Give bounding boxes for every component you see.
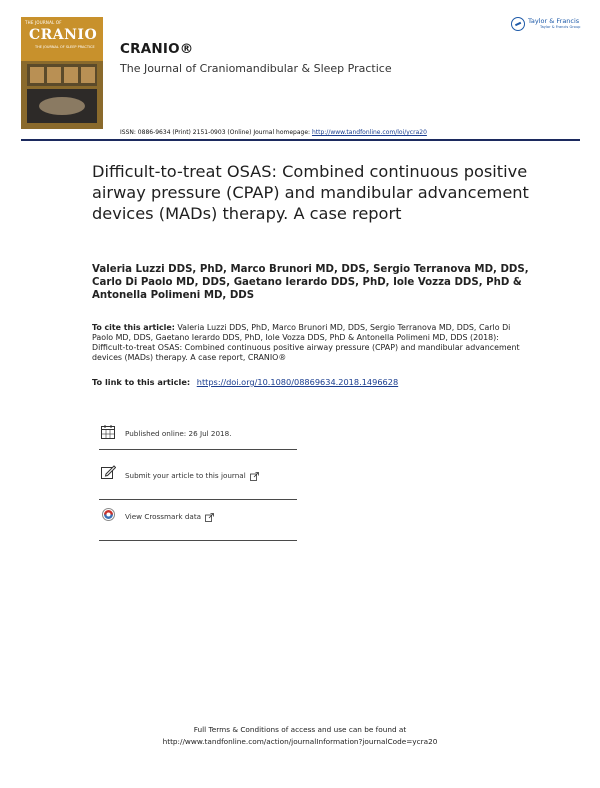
published-date: Published online: 26 Jul 2018. (125, 429, 232, 438)
citation-text: Valeria Luzzi DDS, PhD, Marco Brunori MD, DDS, Sergio Terranova MD, DDS, Carlo Di Paolo MD, DDS, Gaetano Ierardo DDS, PhD, Iole Vozza DDS, PhD & Antonella Polimeni MD, DDS (2018): Difficult-to-treat OSAS: Combined continuous positive airway pressure (CPAP) and mandibular advancement devices (MADs) therapy. A case report, CRANIO® (92, 323, 520, 362)
crossmark-row[interactable] (99, 508, 297, 541)
article-link-line (92, 377, 398, 387)
journal-name: CRANIO® (120, 41, 194, 57)
divider (99, 449, 297, 450)
doi-link[interactable]: https://doi.org/10.1080/08869634.2018.1496628 (196, 377, 399, 387)
submit-article-row[interactable] (99, 465, 297, 500)
article-link-label: To link to this article: (92, 377, 191, 387)
cover-xray-image (27, 89, 97, 123)
cover-subtitle: THE JOURNAL OF SLEEP PRACTICE (35, 45, 95, 49)
journal-homepage-link[interactable]: http://www.tandfonline.com/loi/ycra20 (311, 129, 427, 136)
article-authors: Valeria Luzzi DDS, PhD, Marco Brunori MD, DDS, Sergio Terranova MD, DDS, Carlo Di Paolo MD, DDS, Gaetano Ierardo DDS, PhD, Iole Vozza DDS, PhD & Antonella Polimeni MD, DDS (92, 264, 529, 301)
crossmark-text: View Crossmark data (125, 512, 202, 521)
citation-block (92, 323, 532, 363)
cover-top-text: THE JOURNAL OF (25, 20, 62, 25)
publisher-tagline: Taylor & Francis Group (540, 25, 581, 29)
cover-title: CRANIO (29, 27, 98, 43)
header-divider (21, 139, 580, 141)
edit-icon (101, 465, 116, 479)
crossmark-icon (102, 508, 115, 521)
external-link-icon (250, 472, 259, 481)
publisher-logo[interactable] (511, 16, 583, 34)
publisher-name: Taylor & Francis (528, 17, 580, 25)
published-row (99, 425, 297, 449)
issn-text: ISSN: 0886-9634 (Print) 2151-0903 (Online) Journal homepage: (120, 129, 311, 136)
article-title: Difficult-to-treat OSAS: Combined continuous positive airway pressure (CPAP) and mandibular advancement devices (MADs) therapy. A case report (92, 162, 529, 223)
footer-terms-link[interactable]: http://www.tandfonline.com/action/journalInformation?journalCode=ycra20 (162, 737, 438, 746)
divider (99, 499, 297, 500)
submit-article-link[interactable] (125, 471, 259, 481)
footer (0, 724, 600, 748)
cover-photo-strip (27, 64, 97, 86)
journal-cover-image (21, 17, 103, 129)
external-link-icon (205, 513, 214, 522)
issn-line (120, 129, 427, 136)
journal-subtitle: The Journal of Craniomandibular & Sleep Practice (120, 62, 392, 75)
crossmark-link[interactable] (125, 512, 214, 522)
footer-terms-text: Full Terms & Conditions of access and use can be found at (193, 725, 407, 734)
calendar-icon (101, 425, 115, 439)
divider (99, 540, 297, 541)
publisher-logo-icon (511, 17, 525, 31)
submit-article-text: Submit your article to this journal (125, 471, 246, 480)
citation-label: To cite this article: (92, 323, 175, 332)
